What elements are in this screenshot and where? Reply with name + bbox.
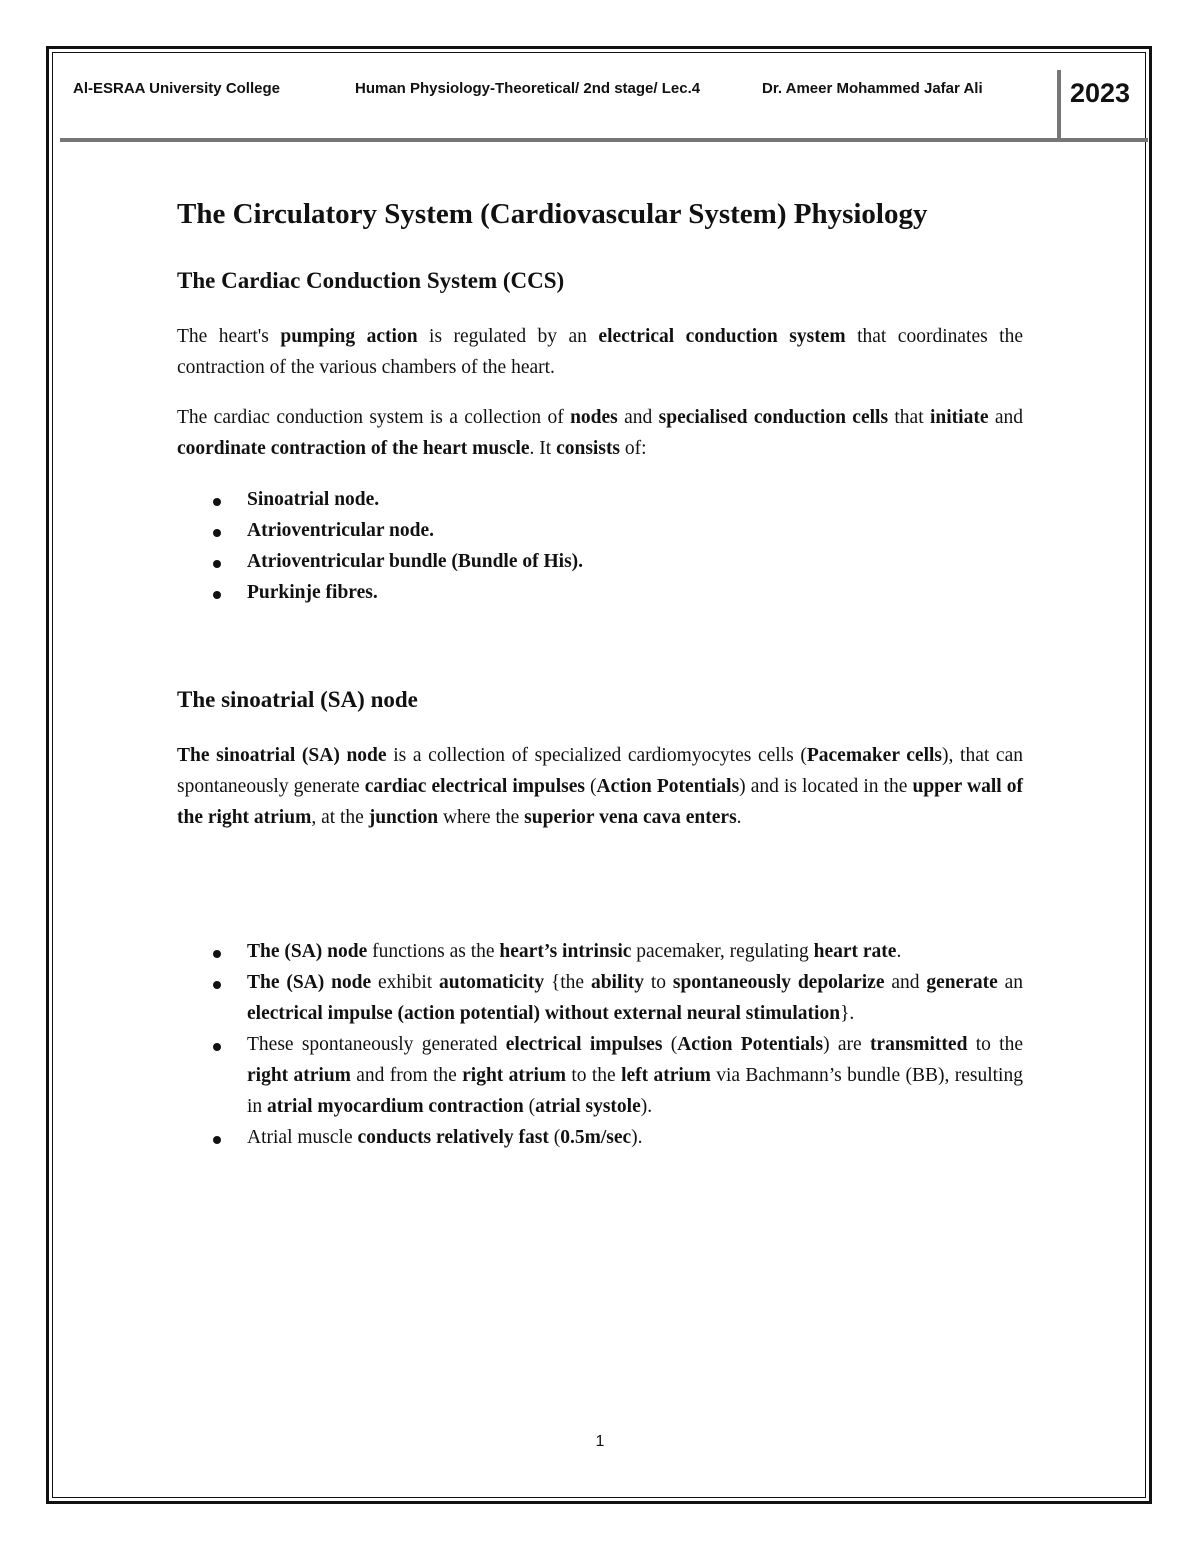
header-course: Human Physiology-Theoretical/ 2nd stage/ Lec.4 [355,80,701,97]
list-item: Atrial muscle conducts relatively fast (0.5m/sec). [177,1122,1023,1153]
header-year: 2023 [1070,78,1131,108]
list-item: Atrioventricular bundle (Bundle of His). [177,546,1023,577]
bullet-icon [213,950,221,958]
header-rule [60,138,1148,142]
list-item: The (SA) node exhibit automaticity {the ability to spontaneously depolarize and generate an electrical impulse (action potential) without external neural stimulation}. [177,967,1023,1029]
bullet-icon [213,591,221,599]
header-author: Dr. Ameer Mohammed Jafar Ali [762,80,983,97]
bullet-icon [213,1136,221,1144]
section-heading-ccs: The Cardiac Conduction System (CCS) [177,268,565,293]
section-heading-sa-node: The sinoatrial (SA) node [177,687,418,712]
bullet-icon [213,560,221,568]
document-title: The Circulatory System (Cardiovascular System) Physiology [177,198,928,230]
bullet-icon [213,1043,221,1051]
list-item: Atrioventricular node. [177,515,1023,546]
list-item: These spontaneously generated electrical impulses (Action Potentials) are transmitted to the right atrium and from the right atrium to the left atrium via Bachmann’s bundle (BB), resulting in atrial myocardium contraction (atrial systole). [177,1029,1023,1122]
ccs-paragraph-2: The cardiac conduction system is a collection of nodes and specialised conduction cells that initiate and coordinate contraction of the heart muscle. It consists of: [177,407,1024,459]
bullet-icon [213,529,221,537]
ccs-paragraph-1: The heart's pumping action is regulated by an electrical conduction system that coordinates the contraction of the various chambers of the heart. [177,326,1023,378]
ccs-component-list [177,484,1023,608]
bullet-icon [213,981,221,989]
sa-node-bullet-list [177,936,1023,1153]
page-number: 1 [595,1433,605,1450]
bullet-icon [213,498,221,506]
header-divider [1057,70,1061,138]
list-item: Sinoatrial node. [177,484,1023,515]
list-item: The (SA) node functions as the heart’s intrinsic pacemaker, regulating heart rate. [177,936,1023,967]
list-item: Purkinje fibres. [177,577,1023,608]
sa-node-paragraph: The sinoatrial (SA) node is a collection of specialized cardiomyocytes cells (Pacemaker cells), that can spontaneously generate cardiac electrical impulses (Action Potentials) and is located in the upper wall of the right atrium, at the junction where the superior vena cava enters. [177,745,1024,828]
header-college: Al-ESRAA University College [73,80,280,97]
